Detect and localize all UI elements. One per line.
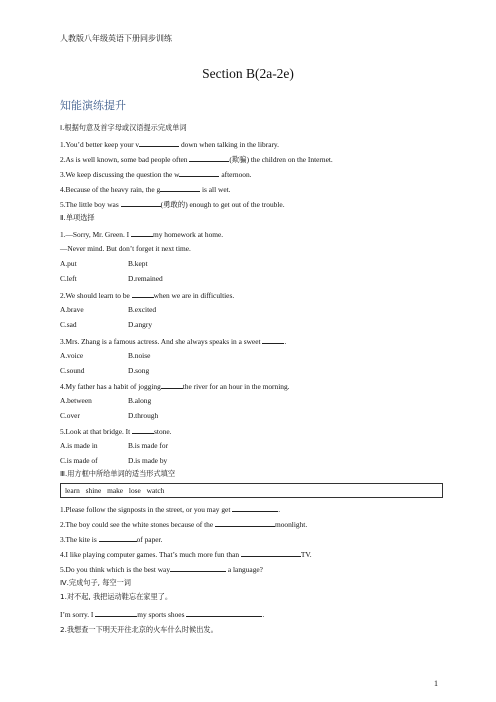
- page-title: Section B(2a-2e): [202, 66, 294, 81]
- answer-blank[interactable]: [132, 426, 154, 434]
- part3-heading: Ⅲ.用方框中所给单词的适当形式填空: [60, 469, 176, 478]
- answer-blank[interactable]: [139, 139, 179, 147]
- answer-blank[interactable]: [262, 336, 284, 344]
- part2-q3: 3.Mrs. Zhang is a famous actress. And she always speaks in a sweet .: [60, 337, 287, 346]
- answer-blank[interactable]: [179, 169, 219, 177]
- part2-q3-options: C.sound D.song: [60, 366, 150, 375]
- answer-blank[interactable]: [186, 609, 262, 617]
- part4-q2-prompt: 2.我想查一下明天开往北京的火车什么时候出发。: [60, 625, 218, 634]
- part2-q1-options: A.put B.kept: [60, 259, 148, 268]
- part2-q3-options: A.voice B.noise: [60, 351, 151, 360]
- part2-q5-options: A.is made in B.is made for: [60, 441, 169, 450]
- answer-blank[interactable]: [160, 184, 200, 192]
- section-subtitle: 知能演练提升: [60, 99, 126, 112]
- part1-q2: 2.As is well known, some bad people often (欺骗) the children on the Internet.: [60, 155, 333, 164]
- part3-q5: 5.Do you think which is the best way a language?: [60, 565, 263, 574]
- part2-q4: 4.My father has a habit of jogging the river for an hour in the morning.: [60, 382, 290, 391]
- part2-q4-options: A.between B.along: [60, 396, 152, 405]
- part2-q5: 5.Look at that bridge. It stone.: [60, 427, 172, 436]
- part1-q1: 1.You’d better keep your v down when talking in the library.: [60, 140, 279, 149]
- answer-blank[interactable]: [170, 564, 226, 572]
- part3-q2: 2.The boy could see the white stones because of the moonlight.: [60, 520, 308, 529]
- answer-blank[interactable]: [189, 154, 229, 162]
- part1-heading: Ⅰ.根据句意及首字母或汉语提示完成单词: [60, 123, 187, 132]
- part1-q5: 5.The little boy was (勇敢的) enough to get out of the trouble.: [60, 200, 285, 209]
- answer-blank[interactable]: [95, 609, 137, 617]
- part2-q1-reply: —Never mind. But don’t forget it next time.: [60, 244, 191, 253]
- part1-q3: 3.We keep discussing the question the w afternoon.: [60, 170, 252, 179]
- answer-blank[interactable]: [161, 381, 183, 389]
- answer-blank[interactable]: [132, 290, 154, 298]
- part2-q4-options: C.over D.through: [60, 411, 159, 420]
- answer-blank[interactable]: [99, 534, 137, 542]
- answer-blank[interactable]: [232, 504, 278, 512]
- word-box-words: learn shine make lose watch: [65, 486, 165, 495]
- part4-q1: I’m sorry. I my sports shoes .: [60, 610, 265, 619]
- word-box: [60, 483, 443, 498]
- answer-blank[interactable]: [241, 549, 301, 557]
- page-header: 人教版八年级英语下册同步训练: [60, 34, 172, 43]
- part3-q4: 4.I like playing computer games. That’s much more fun than TV.: [60, 550, 312, 559]
- part3-q1: 1.Please follow the signposts in the street, or you may get .: [60, 505, 281, 514]
- page-number: 1: [434, 679, 438, 688]
- part2-q2-options: A.brave B.excited: [60, 305, 157, 314]
- part1-q4: 4.Because of the heavy rain, the g is all wet.: [60, 185, 231, 194]
- part4-q1-prompt: 1.对不起, 我把运动鞋忘在家里了。: [60, 592, 173, 601]
- answer-blank[interactable]: [215, 519, 275, 527]
- part2-q2-options: C.sad D.angry: [60, 320, 153, 329]
- part4-heading: Ⅳ.完成句子, 每空一词: [60, 578, 131, 587]
- part2-heading: Ⅱ.单项选择: [60, 213, 95, 222]
- part2-q5-options: C.is made of D.is made by: [60, 456, 168, 465]
- part2-q1: 1.—Sorry, Mr. Green. I my homework at home.: [60, 230, 224, 239]
- answer-blank[interactable]: [121, 199, 161, 207]
- part2-q1-options: C.left D.remained: [60, 274, 163, 283]
- part2-q2: 2.We should learn to be when we are in difficulties.: [60, 291, 235, 300]
- part3-q3: 3.The kite is of paper.: [60, 535, 163, 544]
- answer-blank[interactable]: [131, 229, 153, 237]
